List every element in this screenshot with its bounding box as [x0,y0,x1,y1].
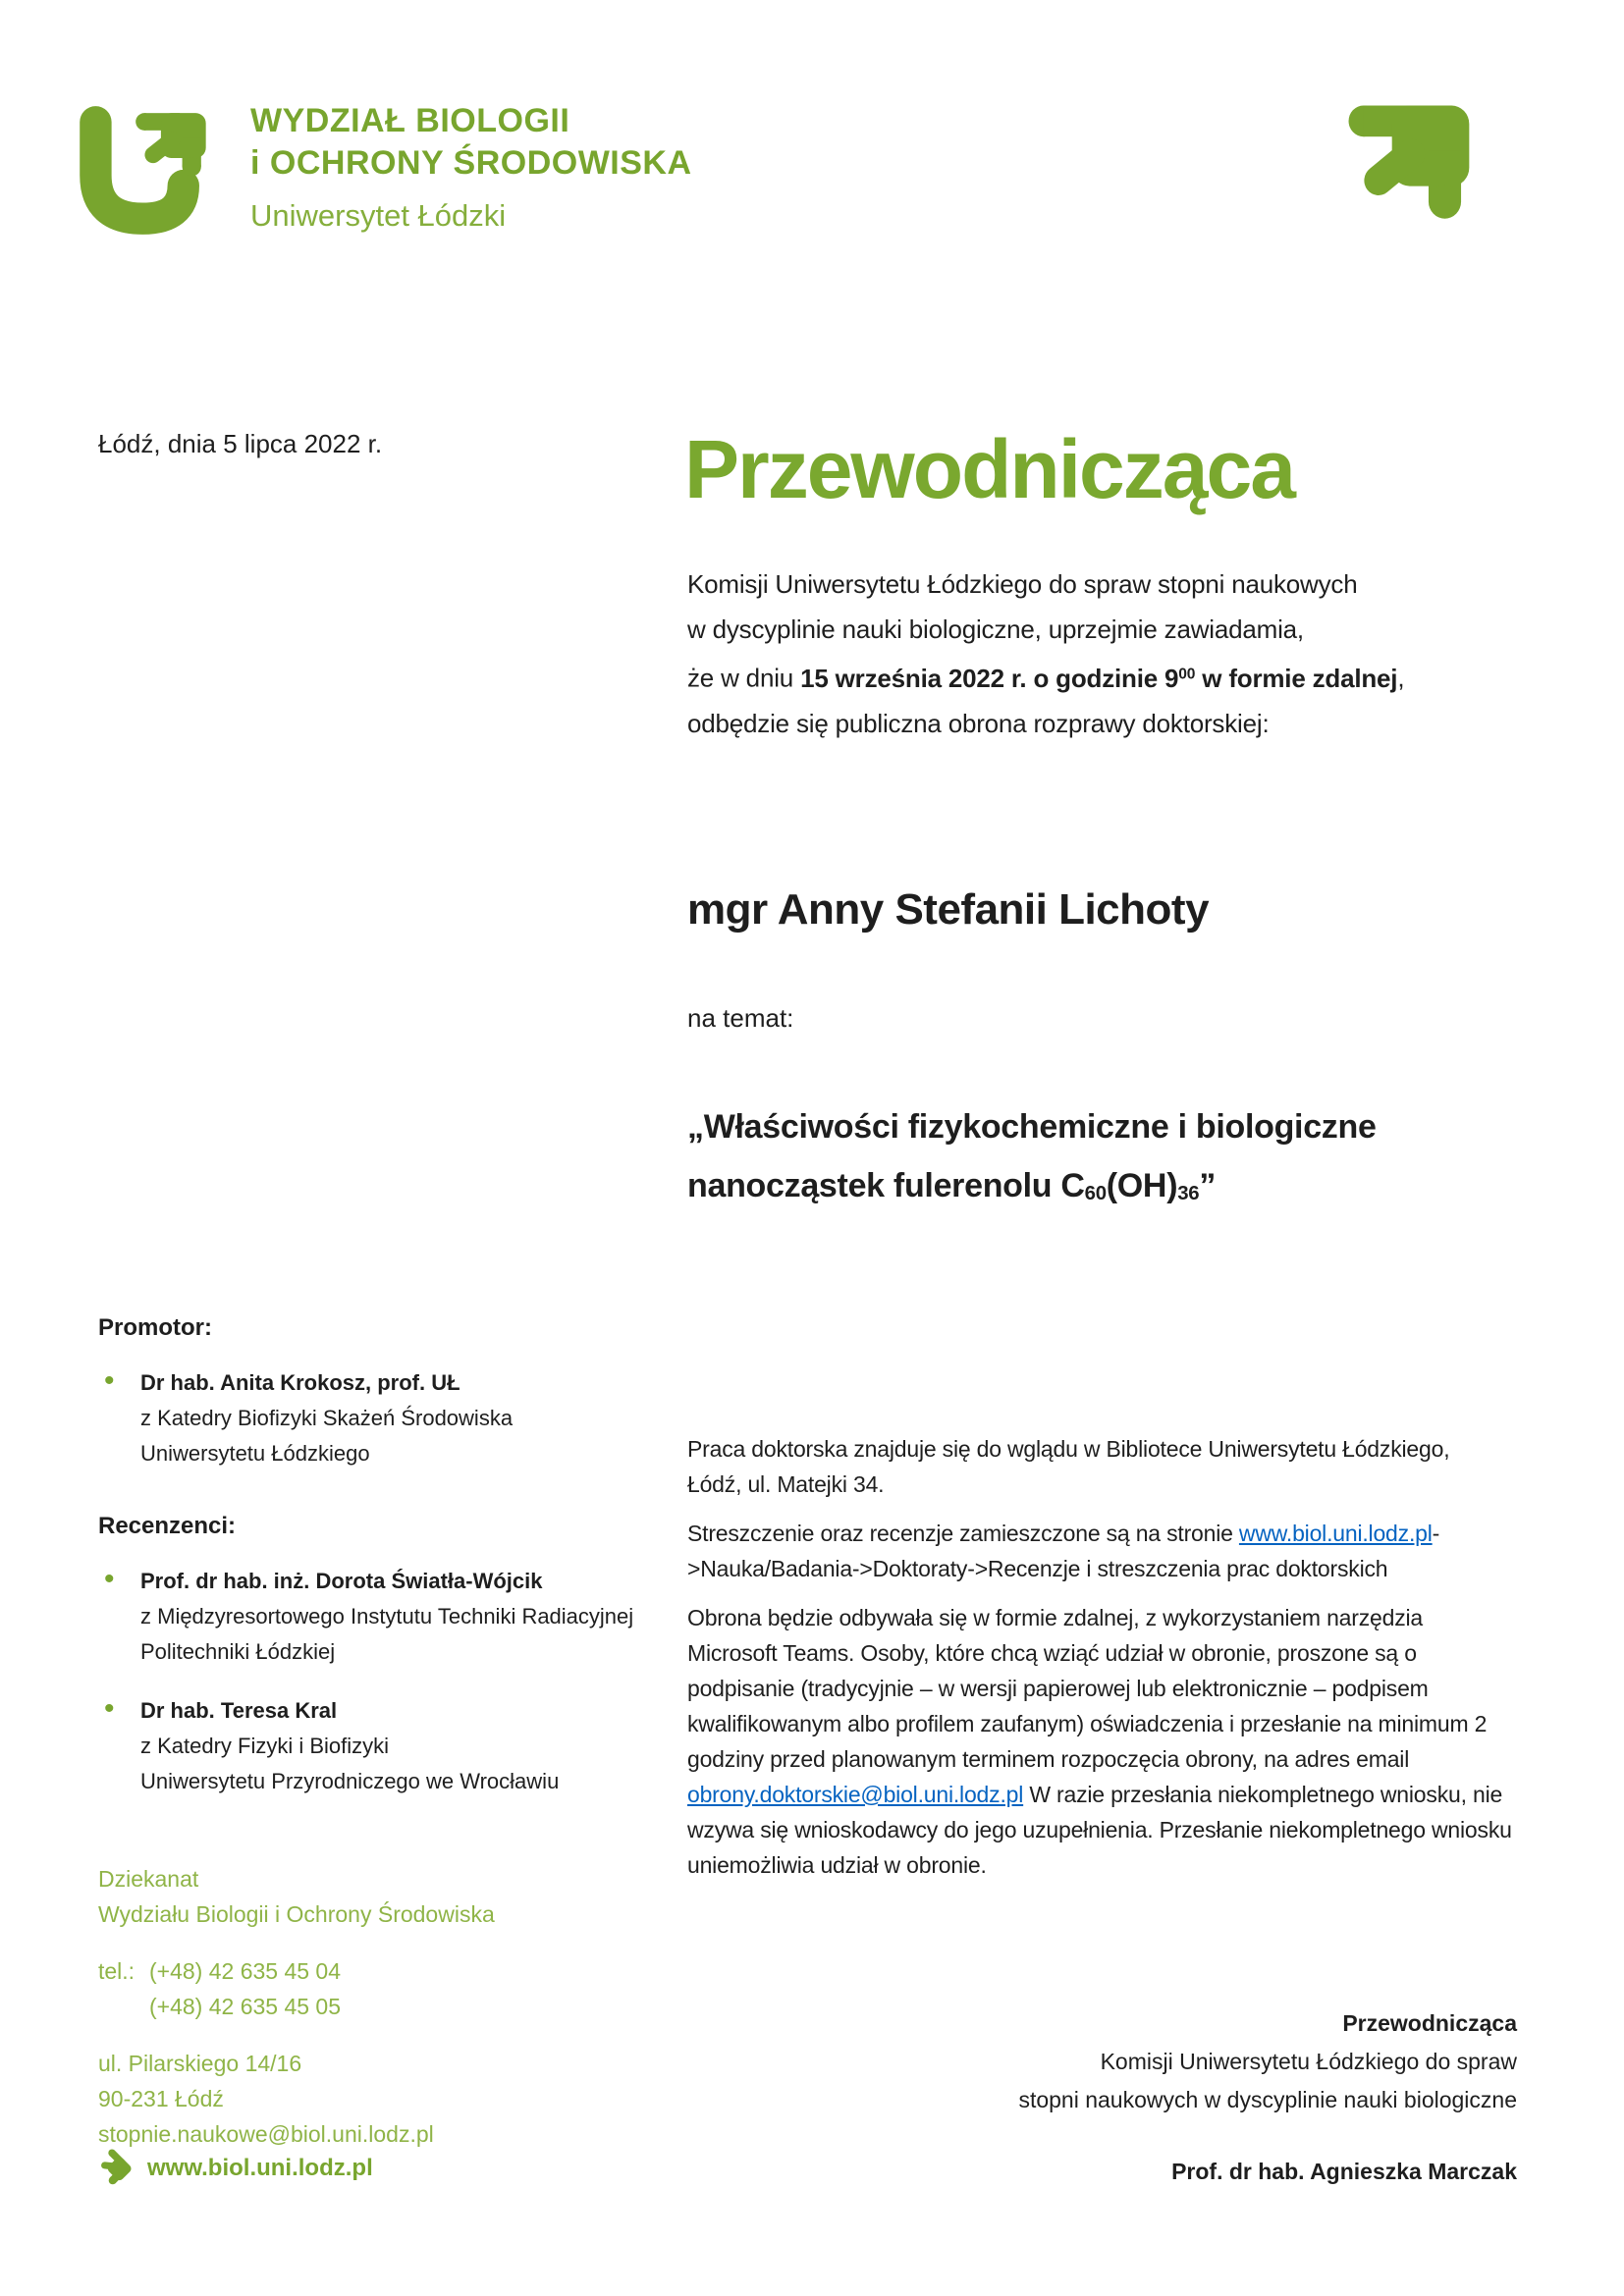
library-line-1: Praca doktorska znajduje się do wglądu w Bibliotece Uniwersytetu Łódzkiego, [687,1436,1450,1462]
faculty-name-line1: WYDZIAŁ BIOLOGII [250,102,570,139]
dean-office-contact [98,1861,495,2152]
signature-role: Przewodnicząca [1342,2010,1517,2036]
promotor-section [98,1310,687,1495]
phone-label: tel.: [98,1958,135,1984]
date-line: Łódź, dnia 5 lipca 2022 r. [98,429,383,458]
phone-row-1 [98,1953,495,1989]
defense-details-post: W razie przesłania niekompletnego wniosku, nie wzywa się wnioskodawcy do jego uzupełnienia. Przesłanie niekompletnego wniosku uniemożliwia udział w obronie. [687,1782,1512,1878]
defense-details-paragraph [687,1600,1517,1883]
thesis-title-line-2 [687,1156,1377,1223]
library-line-2: Łódź, ul. Matejki 34. [687,1471,885,1497]
phone-block [98,1953,495,2024]
arrow-right-icon [92,2148,134,2189]
promotor-heading: Promotor: [98,1314,212,1341]
defense-mode: w formie zdalnej [1195,663,1398,693]
formula-subscript-60: 60 [1084,1183,1107,1205]
reviewer-name: • Prof. dr hab. inż. Dorota Światła-Wójcik [140,1569,543,1593]
promotor-name: • Dr hab. Anita Krokosz, prof. UŁ [140,1370,460,1395]
reviews-line-1 [687,1516,1517,1551]
reviewer-item [98,1564,687,1670]
address-street: ul. Pilarskiego 14/16 [98,2051,302,2076]
footer-website-url: www.biol.uni.lodz.pl [147,2155,373,2181]
contact-email: stopnie.naukowe@biol.uni.lodz.pl [98,2121,434,2147]
arrow-up-right-icon [1343,94,1479,236]
reviewers-heading: Recenzenci: [98,1513,237,1539]
footer-website-row [92,2148,373,2189]
reviewers-section [98,1509,687,1823]
defense-details-pre: Obrona będzie odbywała się w formie zdalnej, z wykorzystaniem narzędzia Microsoft Teams. Osoby, które chcą wziąć udział w obronie, proszone są o podpisanie (tradycyjnie – w wersji papierowej lub elektronicznie – podpisem kwalifikowanym albo profilem zaufanym) oświadczenia i przesłanie na minimum 2 godziny przed planowanym terminem rozpoczęcia obrony, na adres email [687,1605,1488,1772]
intro-line-3-pre: że w dniu [687,663,801,693]
promotor-item [98,1365,687,1471]
dean-office-name [98,1861,495,1932]
candidate-name: mgr Anny Stefanii Lichoty [687,885,1210,934]
dean-office-line-1: Dziekanat [98,1866,199,1892]
reviews-paragraph [687,1516,1517,1586]
university-logo-icon [77,104,232,237]
intro-line-3 [687,652,1404,701]
promotor-affiliation-1: z Katedry Biofizyki Skażeń Środowiska [140,1406,514,1430]
topic-label: na temat: [687,1003,794,1033]
defense-email-link[interactable]: obrony.doktorskie@biol.uni.lodz.pl [687,1782,1024,1807]
defense-time-superscript: 00 [1178,666,1196,682]
address-city: 90-231 Łódź [98,2086,224,2111]
reviewer-item [98,1693,687,1799]
thesis-formula-mid: (OH) [1106,1167,1178,1204]
info-column [687,1431,1517,1896]
phone-number-2: (+48) 42 635 45 05 [149,1994,342,2019]
intro-line-2: w dyscyplinie nauki biologiczne, uprzejmie zawiadamia, [687,614,1304,644]
faculty-name-line2: i OCHRONY ŚRODOWISKA [250,144,692,182]
intro-line-1: Komisji Uniwersytetu Łódzkiego do spraw stopni naukowych [687,569,1358,599]
reviews-pre: Streszczenie oraz recenzje zamieszczone są na stronie [687,1521,1239,1546]
reviewer-affiliation-1: z Katedry Fizyki i Biofizyki [140,1734,390,1758]
dean-office-line-2: Wydziału Biologii i Ochrony Środowiska [98,1901,495,1927]
reviewer-name: • Dr hab. Teresa Kral [140,1698,338,1723]
faculty-website-link[interactable]: www.biol.uni.lodz.pl [1238,1521,1433,1546]
intro-line-3-end: , [1397,663,1405,693]
university-name: Uniwersytet Łódzki [250,198,507,233]
formula-subscript-36: 36 [1177,1183,1200,1205]
thesis-formula-pre: nanocząstek fulerenolu C [687,1167,1085,1204]
address-block [98,2046,495,2152]
thesis-title-line-1: „Właściwości fizykochemiczne i biologiczne [687,1108,1377,1146]
intro-paragraph [687,561,1404,746]
signature-line-2: stopni naukowych w dyscyplinie nauki biologiczne [1018,2087,1517,2112]
signature-line-1: Komisji Uniwersytetu Łódzkiego do spraw [1100,2049,1517,2074]
reviewer-affiliation-2: Uniwersytetu Przyrodniczego we Wrocławiu [140,1769,560,1793]
thesis-closing-quote: ” [1199,1167,1217,1204]
thesis-title [687,1097,1377,1223]
reviews-line-2: >Nauka/Badania->Doktoraty->Recenzje i streszczenia prac doktorskich [687,1556,1388,1581]
signature-block [687,2004,1517,2191]
page-title: Przewodnicząca [684,423,1294,515]
logo-text [250,100,692,235]
phone-number-1: (+48) 42 635 45 04 [149,1958,342,1984]
defense-datetime: 15 września 2022 r. o godzinie 9 [800,663,1179,693]
reviewer-affiliation-1: z Międzyresortowego Instytutu Techniki Radiacyjnej [140,1604,634,1629]
reviews-hyphen: - [1432,1521,1440,1546]
promotor-affiliation-2: Uniwersytetu Łódzkiego [140,1441,370,1466]
signature-name: Prof. dr hab. Agnieszka Marczak [1171,2159,1517,2184]
reviewer-affiliation-2: Politechniki Łódzkiej [140,1639,336,1664]
intro-line-4: odbędzie się publiczna obrona rozprawy doktorskiej: [687,708,1270,738]
library-paragraph [687,1431,1517,1502]
